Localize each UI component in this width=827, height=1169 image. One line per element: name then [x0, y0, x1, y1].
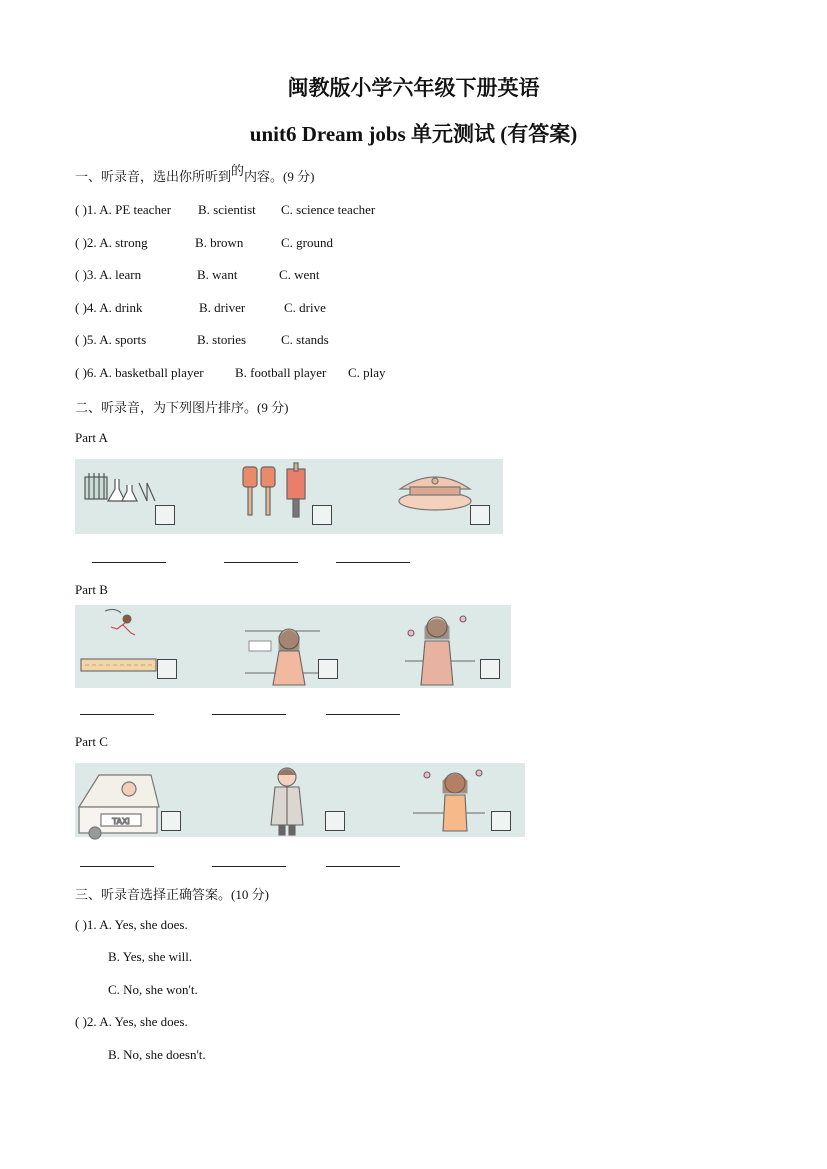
question-number: ( )1.: [75, 917, 97, 932]
answer-blank[interactable]: [212, 866, 286, 867]
option-b: B. brown: [195, 235, 244, 250]
part-c-picture-strip: [75, 763, 525, 837]
option-c: C. stands: [281, 332, 329, 347]
document-subtitle: unit6 Dream jobs 单元测试 (有答案): [249, 122, 578, 146]
option-a: A. learn: [99, 267, 142, 282]
option-b: B. stories: [197, 332, 247, 347]
answer-blank[interactable]: [326, 866, 400, 867]
question-number: ( )5.: [75, 332, 97, 347]
question-row: [75, 917, 188, 933]
part-c-label: Part C: [75, 734, 108, 749]
answer-box[interactable]: [318, 659, 338, 679]
option-c: C. drive: [284, 300, 326, 315]
option-c: C. science teacher: [281, 202, 376, 217]
section1-heading-text-a: 一、听录音，选出你所听到: [75, 169, 232, 184]
option-c: C. went: [279, 267, 320, 282]
answer-box[interactable]: [157, 659, 177, 679]
option-c: C. No, she won't.: [108, 982, 198, 997]
section3-heading: 三、听录音选择正确答案。(10 分): [75, 887, 269, 902]
option-a: A. Yes, she does.: [99, 1014, 188, 1029]
question-number: ( )6.: [75, 365, 97, 380]
answer-box[interactable]: [480, 659, 500, 679]
question-number: ( )4.: [75, 300, 97, 315]
answer-blank[interactable]: [212, 714, 286, 715]
answer-box[interactable]: [470, 505, 490, 525]
answer-blank[interactable]: [92, 562, 166, 563]
question-row: [75, 1014, 188, 1030]
question-row: [75, 202, 171, 218]
option-b: B. football player: [235, 365, 327, 380]
question-number: ( )3.: [75, 267, 97, 282]
question-number: ( )2.: [75, 1014, 97, 1029]
question-row: [75, 332, 146, 348]
answer-blank[interactable]: [80, 714, 154, 715]
answer-box[interactable]: [312, 505, 332, 525]
option-a: A. strong: [99, 235, 148, 250]
option-b: B. Yes, she will.: [108, 949, 193, 964]
answer-blank[interactable]: [326, 714, 400, 715]
section1-heading-superscript: 的: [231, 163, 245, 178]
part-a-picture-strip: [75, 459, 503, 534]
answer-box[interactable]: [491, 811, 511, 831]
option-a: A. Yes, she does.: [99, 917, 188, 932]
part-b-label: Part B: [75, 582, 108, 597]
answer-box[interactable]: [161, 811, 181, 831]
option-b: B. No, she doesn't.: [108, 1047, 206, 1062]
section1-heading: [75, 163, 315, 185]
option-c: C. play: [348, 365, 386, 380]
part-a-label: Part A: [75, 430, 108, 445]
question-number: ( )1.: [75, 202, 97, 217]
section2-heading: 二、听录音，为下列图片排序。(9 分): [75, 400, 289, 415]
taxi-sign-text: TAXI: [112, 817, 130, 826]
option-a: A. basketball player: [99, 365, 204, 380]
option-b: B. scientist: [198, 202, 256, 217]
option-a: A. drink: [99, 300, 143, 315]
answer-blank[interactable]: [224, 562, 298, 563]
answer-blank[interactable]: [336, 562, 410, 563]
answer-blank[interactable]: [80, 866, 154, 867]
answer-box[interactable]: [155, 505, 175, 525]
option-a: A. sports: [99, 332, 147, 347]
section1-heading-text-b: 内容。(9 分): [244, 169, 315, 184]
question-number: ( )2.: [75, 235, 97, 250]
option-b: B. want: [197, 267, 238, 282]
singer-with-microphone-picture: [75, 763, 525, 837]
question-row: [75, 300, 143, 316]
document-title: 闽教版小学六年级下册英语: [287, 76, 540, 100]
question-row: [75, 267, 141, 283]
part-b-picture-strip: [75, 605, 511, 688]
answer-box[interactable]: [325, 811, 345, 831]
question-row: [75, 235, 148, 251]
singer-picture: [75, 605, 511, 688]
option-b: B. driver: [199, 300, 246, 315]
question-row: [75, 365, 204, 381]
option-a: A. PE teacher: [99, 202, 172, 217]
police-cap-picture: [75, 459, 503, 534]
option-c: C. ground: [281, 235, 333, 250]
